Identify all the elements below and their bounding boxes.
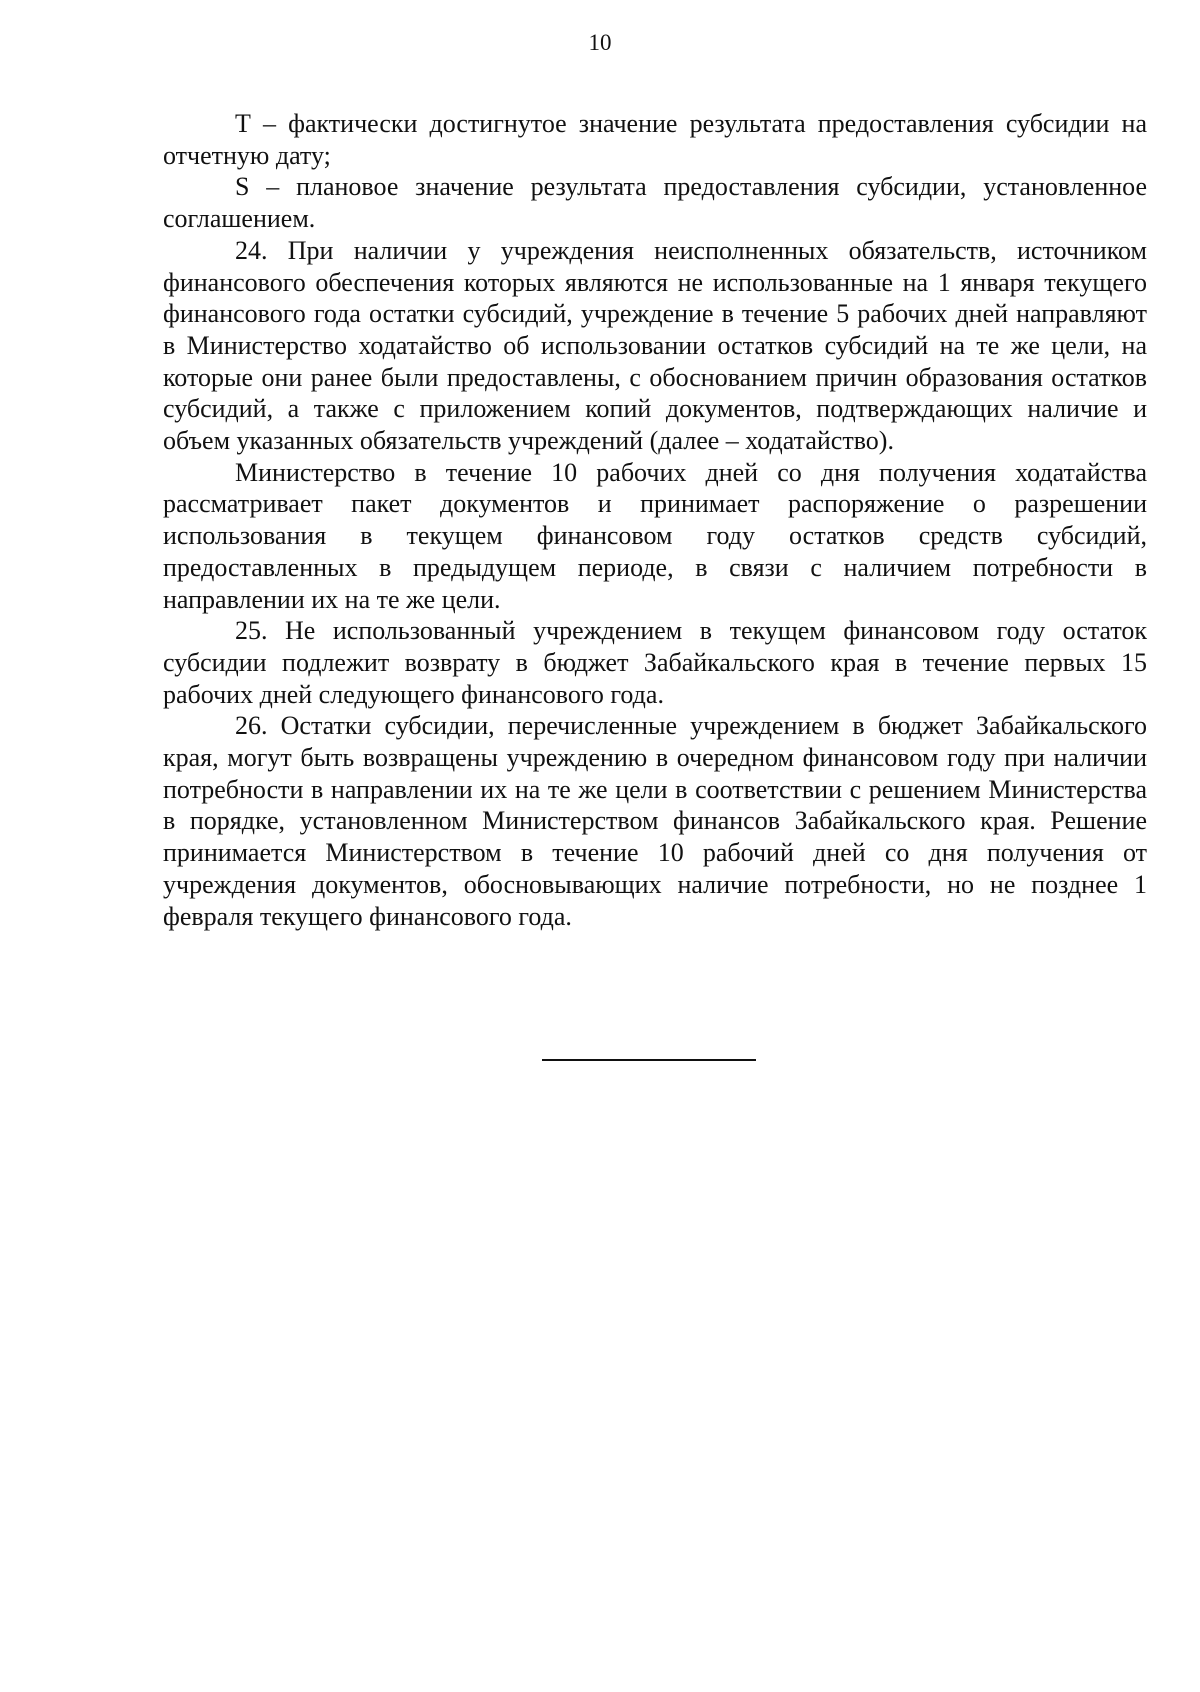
paragraph-25: 25. Не использованный учреждением в текущем финансовом году остаток субсидии подлежит возврату в бюджет Забайкальского края в течение первых 15 рабочих дней следующего финансового года. — [163, 616, 1147, 709]
document-body — [163, 108, 1147, 932]
closing-divider-line — [542, 1059, 756, 1061]
paragraph-24: 24. При наличии у учреждения неисполненных обязательств, источником финансового обеспечения которых являются не использованные на 1 января текущего финансового года остатки субсидий, учреждение в течение 5 рабочих дней направляют в Министерство ходатайство об использовании остатков субсидий на те же цели, на которые они ранее были предоставлены, с обоснованием причин образования остатков субсидий, а также с приложением копий документов, подтверждающих наличие и объем указанных обязательств учреждений (далее – ходатайство). — [163, 235, 1147, 456]
paragraph-ministry-review: Министерство в течение 10 рабочих дней со дня получения ходатайства рассматривает пакет документов и принимает распоряжение о разрешении использования в текущем финансовом году остатков средств субсидий, предоставленных в предыдущем периоде, в связи с наличием потребности в направлении их на те же цели. — [163, 457, 1147, 614]
paragraph-s-definition: S – плановое значение результата предоставления субсидии, установленное соглашением. — [163, 172, 1147, 234]
paragraph-26: 26. Остатки субсидии, перечисленные учреждением в бюджет Забайкальского края, могут быть возвращены учреждению в очередном финансовом году при наличии потребности в направлении их на те же цели в соответствии с решением Министерства в порядке, установленном Министерством финансов Забайкальского края. Решение принимается Министерством в течение 10 рабочий дней со дня получения от учреждения документов, обосновывающих наличие потребности, но не позднее 1 февраля текущего финансового года. — [163, 711, 1147, 931]
paragraph-t-definition: Т – фактически достигнутое значение результата предоставления субсидии на отчетную дату; — [163, 109, 1147, 170]
page-number: 10 — [588, 30, 612, 55]
